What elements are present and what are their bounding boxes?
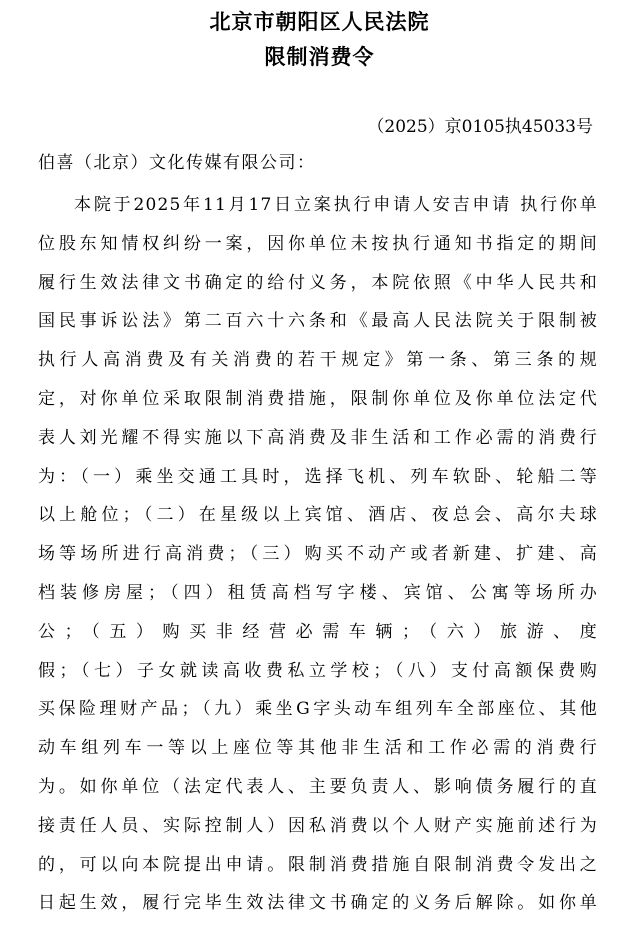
body-line: 假；（七）子女就读高收费私立学校；（八）支付高额保费购 (38, 660, 598, 681)
body-line: 位股东知情权纠纷一案，因你单位未按执行通知书指定的期间 (38, 233, 598, 254)
document-type-heading: 限制消费令 (264, 45, 375, 69)
body-line: 为：（一）乘坐交通工具时，选择飞机、列车软卧、轮船二等 (38, 466, 598, 487)
body-line: 定，对你单位采取限制消费措施，限制你单位及你单位法定代 (38, 388, 598, 409)
case-number: （2025）京0105执45033号 (367, 117, 593, 137)
body-line: 本院于2025年11月17日立案执行申请人安吉申请 执行你单 (74, 195, 598, 215)
order-body (38, 186, 598, 923)
body-line: 公；（五）购买非经营必需车辆；（六）旅游、度 (38, 621, 598, 642)
body-line: 场等场所进行高消费；（三）购买不动产或者新建、扩建、高 (38, 544, 598, 565)
body-line: 履行生效法律文书确定的给付义务，本院依照《中华人民共和 (38, 272, 598, 293)
body-line: 表人刘光耀不得实施以下高消费及非生活和工作必需的消费行 (38, 427, 598, 448)
body-line: 动车组列车一等以上座位等其他非生活和工作必需的消费行 (38, 738, 598, 759)
body-line: 的，可以向本院提出申请。限制消费措施自限制消费令发出之 (38, 854, 598, 875)
body-line: 以上舱位；（二）在星级以上宾馆、酒店、夜总会、高尔夫球 (38, 505, 598, 526)
body-line: 为。如你单位（法定代表人、主要负责人、影响债务履行的直 (38, 776, 598, 797)
addressee: 伯喜（北京）文化传媒有限公司： (38, 153, 316, 173)
court-name-heading: 北京市朝阳区人民法院 (209, 10, 430, 34)
body-line: 买保险理财产品；（九）乘坐G字头动车组列车全部座位、其他 (38, 699, 598, 720)
body-line: 国民事诉讼法》第二百六十六条和《最高人民法院关于限制被 (38, 311, 598, 332)
body-line: 日起生效，履行完毕生效法律文书确定的义务后解除。如你单 (38, 893, 598, 914)
body-line: 接责任人员、实际控制人）因私消费以个人财产实施前述行为 (38, 815, 598, 836)
body-line: 档装修房屋；（四）租赁高档写字楼、宾馆、公寓等场所办 (38, 582, 598, 603)
body-line: 执行人高消费及有关消费的若干规定》第一条、第三条的规 (38, 350, 598, 371)
